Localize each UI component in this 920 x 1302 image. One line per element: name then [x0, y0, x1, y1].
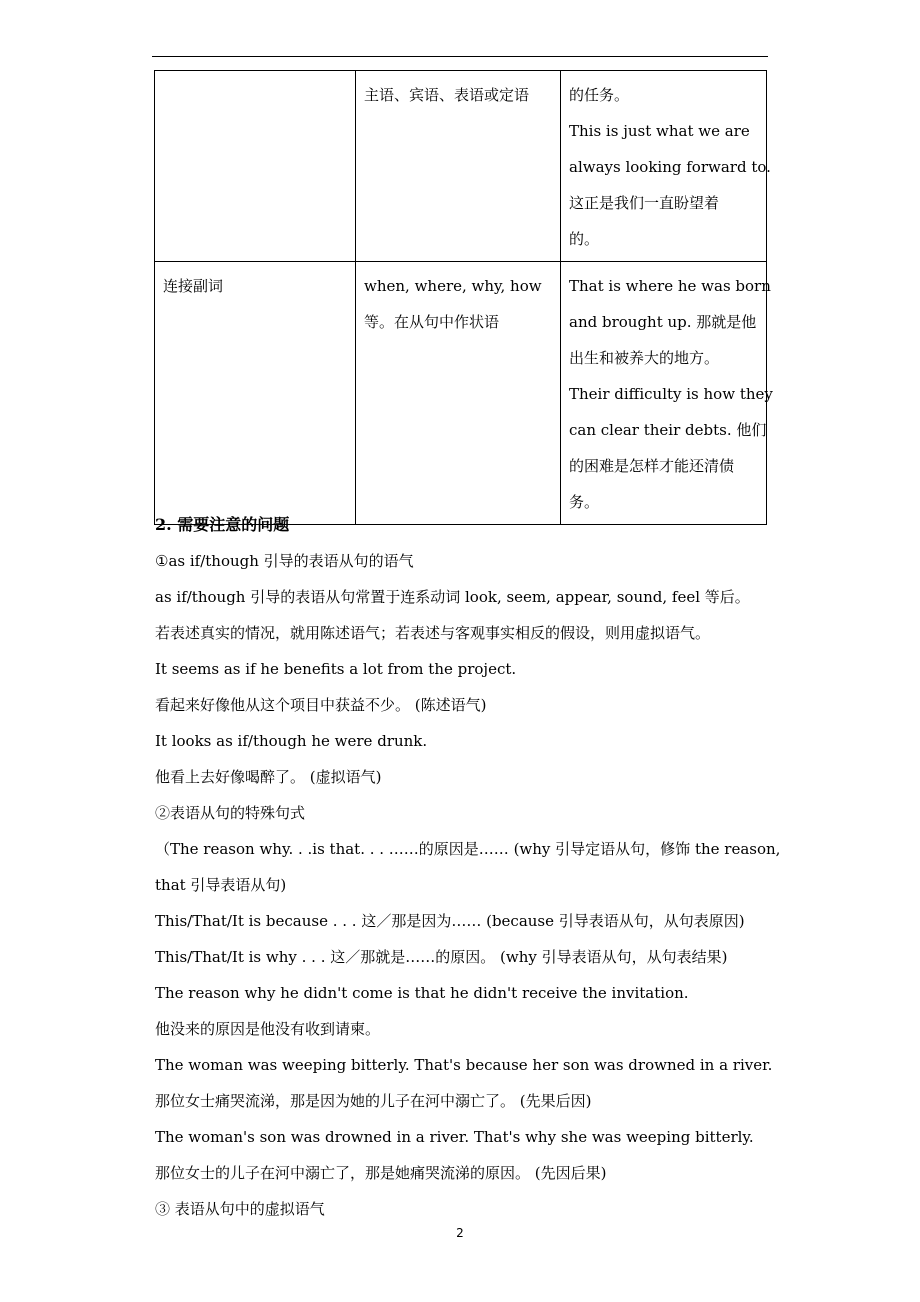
table-cell-category [155, 71, 356, 262]
cell-line: 的困难是怎样才能还清债 [569, 457, 735, 475]
table-cell-example [561, 71, 771, 262]
subsection-heading: ③ 表语从句中的虚拟语气 [155, 1200, 325, 1218]
section-body [155, 507, 781, 1227]
paragraph-line: that 引导表语从句) [155, 876, 287, 894]
table-cell-category [155, 262, 356, 525]
table-row [155, 262, 767, 525]
example-sentence: The woman was weeping bitterly. That's because her son was drowned in a river. [155, 1056, 773, 1074]
page-number: 2 [456, 1226, 464, 1240]
paragraph-line: （The reason why. . .is that. . . ……的原因是…… (why 引导定语从句，修饰 the reason, [155, 840, 781, 858]
cell-line: 的任务。 [569, 86, 630, 104]
cell-line: 出生和被养大的地方。 [569, 349, 720, 367]
subsection-heading: ①as if/though 引导的表语从句的语气 [155, 552, 414, 570]
header-rule [152, 56, 768, 57]
cell-line: 连接副词 [163, 277, 224, 295]
example-translation: 他没来的原因是他没有收到请柬。 [155, 1020, 381, 1038]
cell-line: 这正是我们一直盼望着 [569, 194, 720, 212]
example-sentence: It seems as if he benefits a lot from the project. [155, 660, 517, 678]
example-sentence: The woman's son was drowned in a river. That's why she was weeping bitterly. [155, 1128, 754, 1146]
grammar-table [154, 70, 773, 525]
cell-line: and brought up. 那就是他 [569, 313, 757, 331]
example-translation: 那位女士的儿子在河中溺亡了，那是她痛哭流涕的原因。 (先因后果) [155, 1164, 607, 1182]
cell-line: always looking forward to. [569, 158, 771, 176]
cell-line: That is where he was born [569, 277, 771, 295]
paragraph-line: as if/though 引导的表语从句常置于连系动词 look, seem, appear, sound, feel 等后。 [155, 588, 750, 606]
cell-line: This is just what we are [569, 122, 750, 140]
table-row [155, 71, 767, 262]
table-cell-example [561, 262, 773, 525]
example-sentence: It looks as if/though he were drunk. [155, 732, 428, 750]
table-cell-function [356, 262, 561, 525]
paragraph-line: This/That/It is why . . . 这／那就是……的原因。 (why 引导表语从句，从句表结果) [155, 948, 728, 966]
cell-line: 主语、宾语、表语或定语 [364, 86, 530, 104]
example-translation: 看起来好像他从这个项目中获益不少。 (陈述语气) [155, 696, 487, 714]
example-translation: 他看上去好像喝醉了。 (虚拟语气) [155, 768, 382, 786]
cell-line: when, where, why, how [364, 277, 542, 295]
subsection-heading: ②表语从句的特殊句式 [155, 804, 306, 822]
cell-line: 的。 [569, 230, 600, 248]
section-title: 2. 需要注意的问题 [155, 515, 290, 534]
cell-line: 等。在从句中作状语 [364, 313, 500, 331]
cell-line: can clear their debts. 他们 [569, 421, 767, 439]
paragraph-line: 若表述真实的情况，就用陈述语气；若表述与客观事实相反的假设，则用虚拟语气。 [155, 624, 711, 642]
example-sentence: The reason why he didn't come is that he didn't receive the invitation. [155, 984, 689, 1002]
paragraph-line: This/That/It is because . . . 这／那是因为…… (because 引导表语从句，从句表原因) [155, 912, 745, 930]
cell-line: 务。 [569, 493, 600, 511]
example-translation: 那位女士痛哭流涕，那是因为她的儿子在河中溺亡了。 (先果后因) [155, 1092, 592, 1110]
cell-line: Their difficulty is how they [569, 385, 773, 403]
table-cell-function [356, 71, 561, 262]
